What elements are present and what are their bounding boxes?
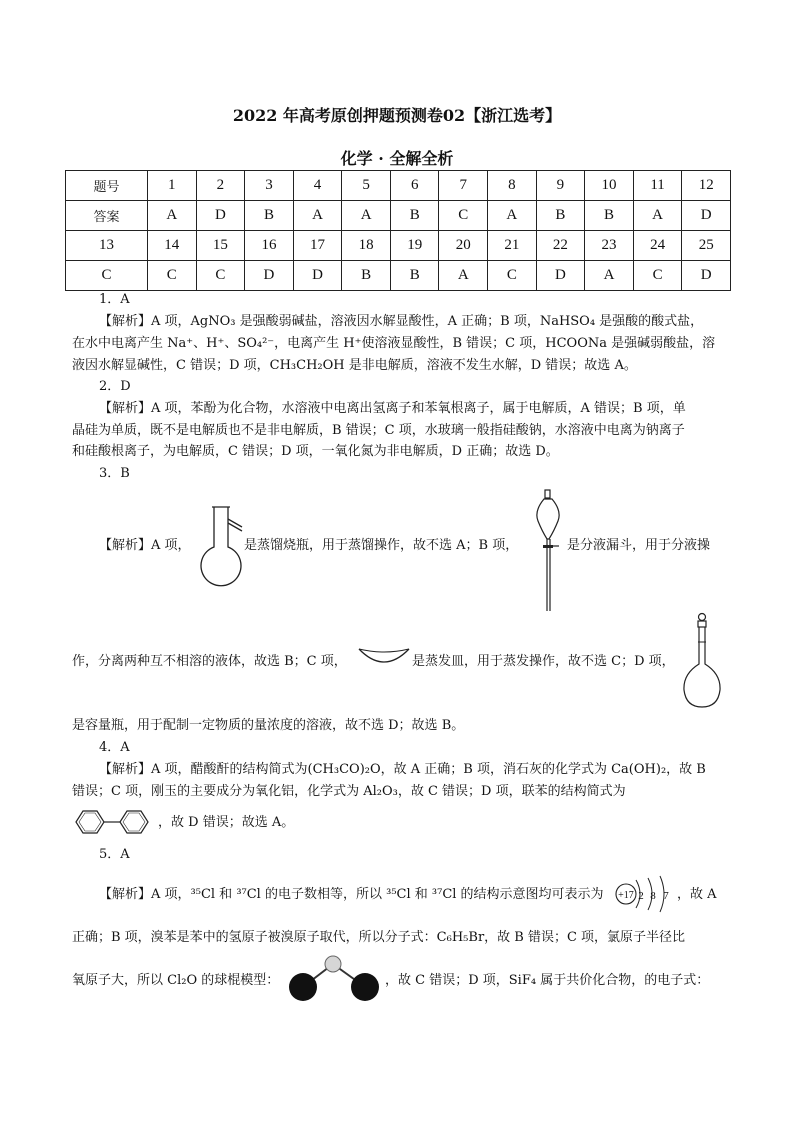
table-cell: A <box>633 201 682 231</box>
page-title: 2022 年高考原创押题预测卷02【浙江选考】 <box>232 106 562 125</box>
table-cell: 7 <box>439 171 488 201</box>
q5-line-3-pre: 氧原子大，所以 Cl₂O 的球棍模型： <box>72 973 280 988</box>
q2-line-3: 和硅酸根离子，为电解质，C 错误；D 项，一氧化氮为非电解质，D 正确；故选 D。 <box>72 444 559 459</box>
q4-line-2: 错误；C 项，刚玉的主要成分为氧化铝，化学式为 Al₂O₃，故 C 错误；D 项，联苯的结构简式为 <box>72 784 626 799</box>
volumetric-flask-icon <box>680 612 724 710</box>
table-cell: 9 <box>536 171 585 201</box>
table-row <box>66 231 731 261</box>
table-cell: B <box>390 201 439 231</box>
evaporating-dish-icon <box>357 645 411 669</box>
table-cell: C <box>196 261 245 291</box>
table-cell: B <box>390 261 439 291</box>
table-cell: 1 <box>148 171 197 201</box>
table-cell: 14 <box>148 231 197 261</box>
q3-a-pre: 【解析】A 项， <box>99 538 191 553</box>
q5-line-1-pre: 【解析】A 项，³⁵Cl 和 ³⁷Cl 的电子数相等，所以 ³⁵Cl 和 ³⁷Cl 的结构示意图均可表示为 <box>99 887 604 902</box>
q5-heading: 5．A <box>99 847 130 862</box>
shell-electrons-3: 7 <box>663 890 669 902</box>
table-cell: C <box>66 261 148 291</box>
q5-line-1-post: ，故 A <box>677 887 717 902</box>
table-cell: 23 <box>585 231 634 261</box>
table-cell: 3 <box>245 171 294 201</box>
table-cell: 20 <box>439 231 488 261</box>
table-cell: 10 <box>585 171 634 201</box>
table-cell: 21 <box>488 231 537 261</box>
table-cell: 5 <box>342 171 391 201</box>
q5-line-2: 正确；B 项，溴苯是苯中的氢原子被溴原子取代，所以分子式：C₆H₅Br，故 B 错误；C 项，氯原子半径比 <box>72 930 686 945</box>
table-row <box>66 261 731 291</box>
table-cell: D <box>293 261 342 291</box>
table-cell: 16 <box>245 231 294 261</box>
answer-table <box>65 170 731 291</box>
q4-line-1: 【解析】A 项，醋酸酐的结构简式为(CH₃CO)₂O，故 A 正确；B 项，消石灰的化学式为 Ca(OH)₂，故 B <box>99 762 706 777</box>
table-cell: B <box>342 261 391 291</box>
table-row-label: 题号 <box>66 171 148 201</box>
q1-line-2: 在水中电离产生 Na⁺、H⁺、SO₄²⁻，电离产生 H⁺使溶液显酸性，B 错误；C 项，HCOONa 是强碱弱酸盐，溶 <box>72 336 716 351</box>
table-cell: D <box>196 201 245 231</box>
table-cell: 15 <box>196 231 245 261</box>
table-cell: 24 <box>633 231 682 261</box>
table-cell: 6 <box>390 171 439 201</box>
q1-line-1: 【解析】A 项，AgNO₃ 是强酸弱碱盐，溶液因水解显酸性，A 正确；B 项，NaHSO₄ 是强酸的酸式盐， <box>99 314 704 329</box>
table-cell: B <box>585 201 634 231</box>
separatory-funnel-icon <box>532 489 564 613</box>
page-subtitle: 化学 · 全解全析 <box>340 149 454 168</box>
table-cell: A <box>439 261 488 291</box>
q3-line-3: 是容量瓶，用于配制一定物质的量浓度的溶液，故不选 D；故选 B。 <box>72 718 465 733</box>
table-cell: 18 <box>342 231 391 261</box>
table-cell: A <box>585 261 634 291</box>
shell-electrons-1: 2 <box>638 890 644 902</box>
table-cell: 25 <box>682 231 731 261</box>
table-cell: A <box>488 201 537 231</box>
table-cell: 13 <box>66 231 148 261</box>
q3-c-post: 是蒸发皿，用于蒸发操作，故不选 C；D 项， <box>412 654 675 669</box>
table-cell: 12 <box>682 171 731 201</box>
q2-line-1: 【解析】A 项，苯酚为化合物，水溶液中电离出氢离子和苯氧根离子，属于电解质，A 错误；B 项，单 <box>99 401 686 416</box>
q3-b-post: 是分液漏斗，用于分液操 <box>567 538 711 553</box>
q4-line-3: ，故 D 错误；故选 A。 <box>158 815 295 830</box>
q3-a-post: 是蒸馏烧瓶，用于蒸馏操作，故不选 A；B 项， <box>244 538 519 553</box>
table-cell: D <box>682 261 731 291</box>
cl2o-ball-stick-model <box>286 954 382 1004</box>
table-cell: C <box>488 261 537 291</box>
atom-nucleus-label: +17 <box>618 890 634 901</box>
table-cell: B <box>245 201 294 231</box>
table-cell: A <box>342 201 391 231</box>
table-cell: 22 <box>536 231 585 261</box>
biphenyl-structure-icon <box>74 809 154 835</box>
q3-line-2-pre: 作，分离两种互不相溶的液体，故选 B；C 项， <box>72 654 347 669</box>
table-cell: D <box>682 201 731 231</box>
table-cell: D <box>536 261 585 291</box>
q3-heading: 3．B <box>99 466 130 481</box>
q5-line-3-post: ，故 C 错误；D 项，SiF₄ 属于共价化合物，的电子式： <box>385 973 710 988</box>
table-row <box>66 171 731 201</box>
table-cell: B <box>536 201 585 231</box>
q4-heading: 4．A <box>99 740 130 755</box>
table-cell: A <box>293 201 342 231</box>
table-row-label: 答案 <box>66 201 148 231</box>
table-cell: 17 <box>293 231 342 261</box>
table-cell: C <box>148 261 197 291</box>
distillation-flask-icon <box>198 505 246 587</box>
table-cell: C <box>439 201 488 231</box>
q1-line-3: 液因水解显碱性，C 错误；D 项，CH₃CH₂OH 是非电解质，溶液不发生水解，D 错误；故选 A。 <box>72 358 637 373</box>
table-row <box>66 201 731 231</box>
q2-heading: 2．D <box>99 379 131 394</box>
q1-heading: 1．A <box>99 292 130 307</box>
chlorine-atom-diagram <box>614 874 676 914</box>
table-cell: D <box>245 261 294 291</box>
table-cell: 19 <box>390 231 439 261</box>
table-cell: 8 <box>488 171 537 201</box>
shell-electrons-2: 8 <box>650 890 656 902</box>
table-cell: C <box>633 261 682 291</box>
table-cell: 11 <box>633 171 682 201</box>
table-cell: A <box>148 201 197 231</box>
table-cell: 2 <box>196 171 245 201</box>
q2-line-2: 晶硅为单质，既不是电解质也不是非电解质，B 错误；C 项，水玻璃一般指硅酸钠，水溶液中电离为钠离子 <box>72 423 685 438</box>
table-cell: 4 <box>293 171 342 201</box>
